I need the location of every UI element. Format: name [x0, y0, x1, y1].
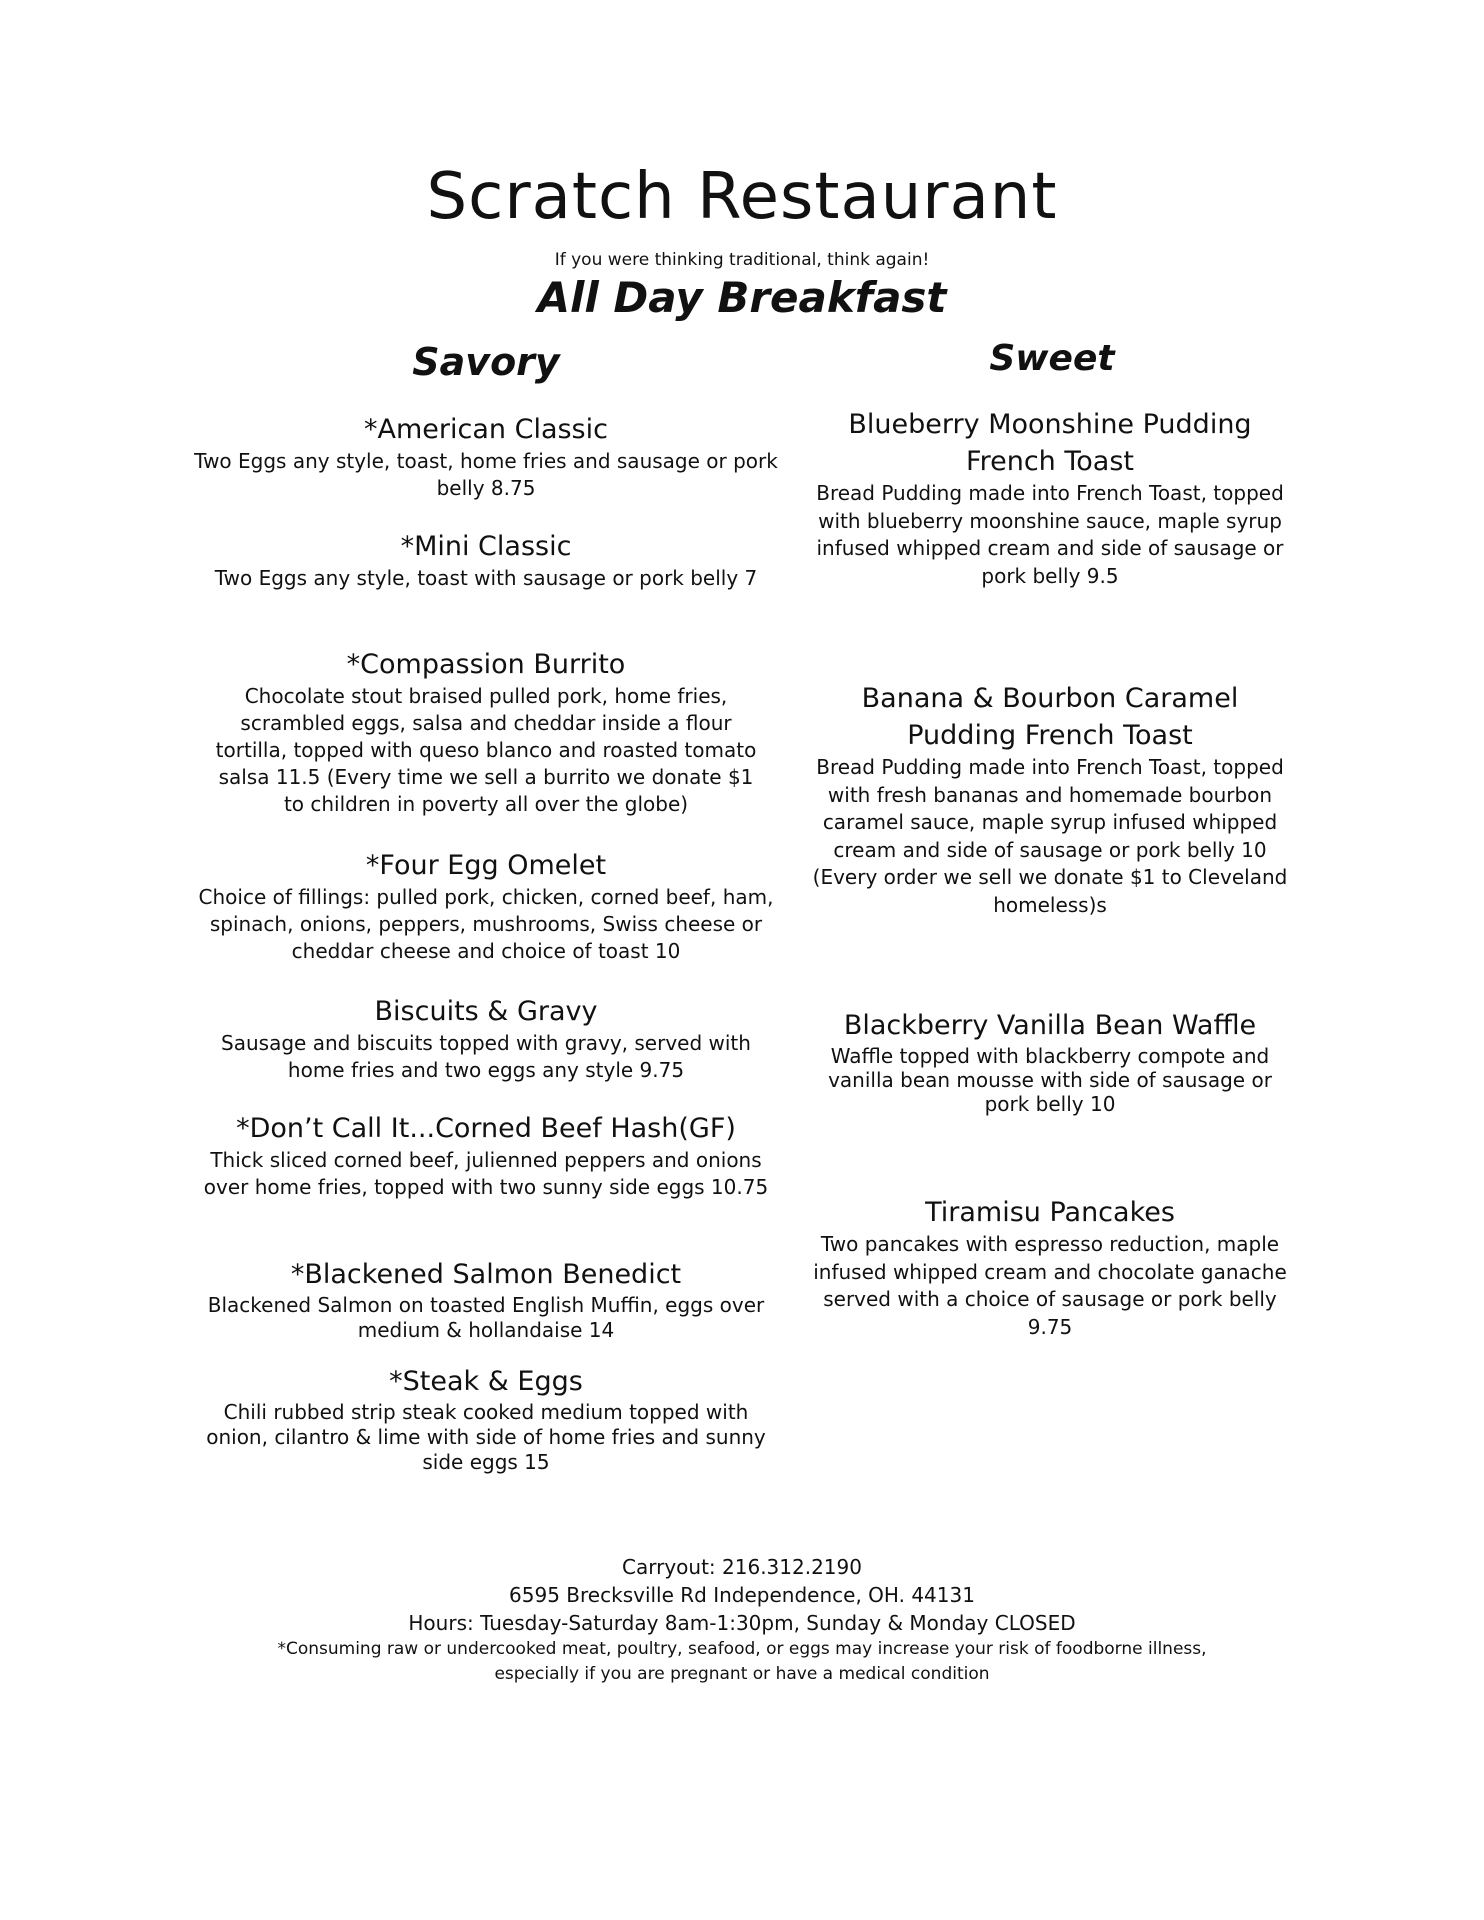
- menu-item-name: Blackberry Vanilla Bean Waffle: [843, 1010, 1257, 1041]
- menu-item-name: Tiramisu Pancakes: [925, 1197, 1175, 1228]
- menu-item-description: Bread Pudding made into French Toast, topped with blueberry moonshine sauce, maple syrup infused whipped cream and side of sausage or pork belly 9.5: [816, 481, 1284, 588]
- menu-item-description: Two pancakes with espresso reduction, maple infused whipped cream and chocolate ganache served with a choice of sausage or pork belly 9.75: [813, 1232, 1287, 1339]
- menu-item: [186, 1257, 786, 1343]
- address: 6595 Brecksville Rd Independence, OH. 44131: [509, 1583, 975, 1607]
- menu-item-description: Chili rubbed strip steak cooked medium topped with onion, cilantro & lime with side of home fries and sunny side eggs 15: [206, 1400, 766, 1474]
- menu-item: [805, 1194, 1295, 1341]
- menu-item-description: Choice of fillings: pulled pork, chicken, corned beef, ham, spinach, onions, peppers, mushrooms, Swiss cheese or cheddar cheese and choice of toast 10: [198, 885, 774, 963]
- menu-item-name: *Compassion Burrito: [346, 649, 626, 680]
- menu-item-description: Bread Pudding made into French Toast, topped with fresh bananas and homemade bourbon caramel sauce, maple syrup infused whipped cream and side of sausage or pork belly 10 (Every order we sell we donate $1 to Cleveland homeless)s: [812, 755, 1288, 917]
- menu-item-name: *Four Egg Omelet: [365, 850, 607, 881]
- menu-item-description: Two Eggs any style, toast, home fries and sausage or pork belly 8.75: [194, 449, 778, 500]
- menu-item-description: Waffle topped with blackberry compote and vanilla bean mousse with side of sausage or pork belly 10: [828, 1044, 1272, 1116]
- menu-item-name: *Blackened Salmon Benedict: [290, 1259, 682, 1290]
- menu-item-description: Sausage and biscuits topped with gravy, served with home fries and two eggs any style 9.75: [221, 1031, 751, 1082]
- menu-item: [186, 994, 786, 1084]
- carryout-phone: Carryout: 216.312.2190: [622, 1555, 862, 1579]
- menu-item-name: *American Classic: [364, 414, 608, 445]
- menu-item-name: *Don’t Call It...Corned Beef Hash(GF): [236, 1113, 736, 1144]
- menu-item-description: Two Eggs any style, toast with sausage or pork belly 7: [214, 566, 758, 590]
- disclaimer-line-1: *Consuming raw or undercooked meat, poultry, seafood, or eggs may increase your risk of foodborne illness,: [277, 1639, 1207, 1659]
- menu-item: [186, 529, 786, 592]
- menu-subtitle: All Day Breakfast: [537, 273, 947, 322]
- tagline: If you were thinking traditional, think again!: [554, 250, 930, 270]
- menu-item-name: Biscuits & Gravy: [374, 996, 598, 1027]
- menu-item: [186, 412, 786, 502]
- sweet-heading: Sweet: [989, 338, 1115, 379]
- footer: [0, 1553, 1484, 1687]
- menu-item: [186, 1111, 786, 1201]
- disclaimer-line-2: especially if you are pregnant or have a medical condition: [494, 1664, 990, 1684]
- menu-item-name: Blueberry Moonshine Pudding French Toast: [848, 409, 1252, 477]
- menu-item-name: *Steak & Eggs: [389, 1366, 583, 1397]
- menu-item-name: Banana & Bourbon Caramel Pudding French Toast: [861, 683, 1239, 751]
- hours: Hours: Tuesday-Saturday 8am-1:30pm, Sunday & Monday CLOSED: [408, 1611, 1076, 1635]
- menu-item-description: Thick sliced corned beef, julienned peppers and onions over home fries, topped with two sunny side eggs 10.75: [203, 1148, 769, 1199]
- savory-heading: Savory: [412, 340, 560, 384]
- menu-item: [805, 1007, 1295, 1116]
- menu-item-name: *Mini Classic: [400, 531, 572, 562]
- menu-item: [186, 848, 786, 965]
- menu-item: [805, 680, 1295, 919]
- menu-item: [186, 647, 786, 818]
- menu-item-description: Chocolate stout braised pulled pork, home fries, scrambled eggs, salsa and cheddar inside a flour tortilla, topped with queso blanco and roasted tomato salsa 11.5 (Every time we sell a burrito we donate $1 to children in poverty all over the globe): [215, 684, 757, 816]
- menu-item: [805, 406, 1295, 590]
- menu-item: [186, 1364, 786, 1475]
- menu-item-description: Blackened Salmon on toasted English Muffin, eggs over medium & hollandaise 14: [207, 1293, 765, 1342]
- restaurant-title: Scratch Restaurant: [426, 160, 1058, 234]
